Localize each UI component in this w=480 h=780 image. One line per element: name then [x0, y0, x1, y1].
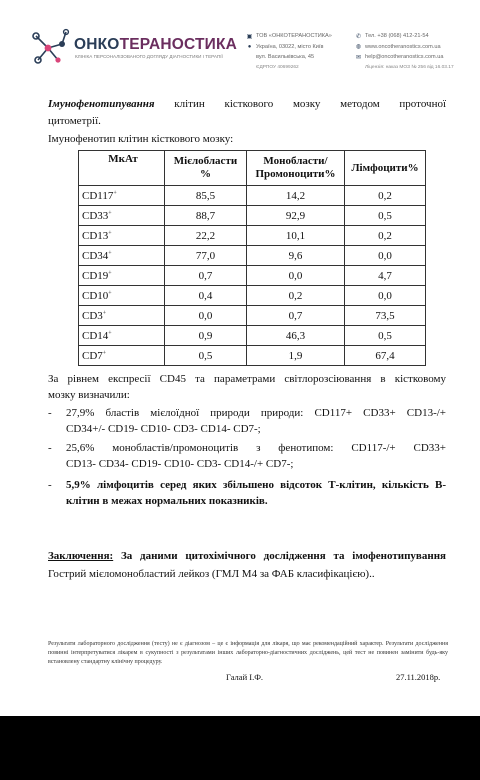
lymphocytes-cell: 4,7 — [345, 266, 426, 286]
findings-intro-line-1: За рівнем експресії CD45 та параметрами світлорозсіювання в кістковому — [48, 373, 446, 385]
marker-cell — [79, 306, 165, 326]
header-contact-column — [355, 31, 454, 72]
marker-sign: + — [113, 189, 117, 196]
table-row — [79, 286, 426, 306]
findings-list-item — [48, 405, 446, 437]
finding-text: 27,9% бластів мієлоїдної природи природи: CD117+ CD33+ CD13-/+ — [66, 407, 446, 419]
phone: Тел. +38 (068) 412-21-54 — [365, 33, 429, 40]
org-name: ТОВ «ОНКОТЕРАНОСТИКА» — [256, 33, 332, 40]
signature: Галай І.Ф. — [226, 672, 264, 682]
conclusion-line-2: Гострий мієломонобластий лейкоз (ГМЛ М4 за ФАБ класифікацією).. — [48, 568, 375, 580]
table-row — [79, 206, 426, 226]
finding-text: 5,9% лімфоцитів серед яких збільшено відсоток Т-клітин, кількість В- — [66, 479, 446, 491]
intro-title-bold: Імунофенотипування — [48, 98, 155, 110]
brand-name-part1: ОНКО — [74, 36, 120, 53]
table-row — [79, 346, 426, 366]
marker-sign: + — [108, 249, 112, 256]
header-mkat: МкАт — [79, 151, 165, 186]
marker-cell — [79, 286, 165, 306]
marker-sign: + — [108, 209, 112, 216]
myeloblasts-cell: 85,5 — [165, 186, 247, 206]
phone-icon: ✆ — [355, 33, 362, 40]
bullet-dash: - — [48, 442, 52, 454]
brand-subtitle: КЛІНІКА ПЕРСОНАЛІЗОВАНОГО ДОГЛЯДУ ДІАГНОСТИКИ І ТЕРАПІЇ — [75, 54, 223, 59]
email-icon: ✉ — [355, 54, 362, 61]
bullet-dash: - — [48, 479, 52, 491]
location-pin-icon: ● — [247, 43, 252, 50]
marker-sign: + — [108, 269, 112, 276]
header-myeloblasts-l1: Мієлобласти — [173, 155, 238, 167]
intro-word: кісткового — [224, 98, 274, 110]
intro-word: мозку — [292, 98, 321, 110]
disclaimer: Результати лабораторного дослідження (тесту) не є діагнозом – це є інформація для лікаря, що має рекомендаційний характер. Результати дослідження повинні інтерпретуватися лікарем в сукупності з результатами інших лабораторно-діагностичних досліджень, цей тест не повинен замінити будь-яку встановлену стандартну клінічну процедуру. — [48, 641, 448, 665]
monoblasts-cell: 0,0 — [247, 266, 345, 286]
monoblasts-cell: 0,2 — [247, 286, 345, 306]
email-link[interactable]: help@oncotheranostics.com.ua — [365, 54, 444, 61]
findings-intro-line-2: мозку визначили: — [48, 389, 130, 401]
header-address-column — [246, 31, 332, 72]
marker-name: CD3 — [82, 309, 103, 322]
header-monoblasts-l2: Промоноцити% — [255, 168, 336, 180]
bullet-dash: - — [48, 407, 52, 419]
marker-sign: + — [108, 329, 112, 336]
finding-text: CD13- CD34- CD19- CD10- CD3- CD14-/+ CD7-; — [66, 458, 294, 470]
conclusion-label: Заключення: — [48, 550, 114, 562]
lymphocytes-cell: 0,5 — [345, 326, 426, 346]
monoblasts-cell: 9,6 — [247, 246, 345, 266]
marker-cell — [79, 246, 165, 266]
email-line — [355, 52, 454, 63]
lymphocytes-cell: 0,2 — [345, 226, 426, 246]
org-name-line — [246, 31, 332, 42]
address-line-1 — [246, 42, 332, 53]
monoblasts-cell: 10,1 — [247, 226, 345, 246]
brand-name-part2: ТЕРАНОСТИКА — [119, 36, 238, 53]
building-icon: ▣ — [246, 33, 253, 40]
marker-name: CD117 — [82, 189, 114, 202]
finding-text: клітин в межах нормальних показників. — [66, 495, 268, 507]
intro-word: клітин — [174, 98, 205, 110]
myeloblasts-cell: 0,7 — [165, 266, 247, 286]
marker-name: CD14 — [82, 329, 109, 342]
molecule-logo-icon — [28, 26, 72, 70]
header-myeloblasts-l2: % — [200, 168, 211, 180]
monoblasts-cell: 0,7 — [247, 306, 345, 326]
table-header-row — [79, 151, 426, 186]
intro-title-line-2: цитометрії. — [48, 115, 101, 127]
table-row — [79, 246, 426, 266]
myeloblasts-cell: 77,0 — [165, 246, 247, 266]
marker-cell — [79, 346, 165, 366]
marker-cell — [79, 186, 165, 206]
header-myeloblasts — [165, 151, 247, 186]
findings-list-item — [48, 477, 446, 509]
license: Ліцензія: наказ МОЗ № 256 від 16.03.17 — [365, 65, 454, 71]
marker-cell — [79, 206, 165, 226]
license-line — [355, 63, 454, 73]
finding-text: CD34+/- CD19- CD10- CD3- CD14- CD7-; — [66, 423, 261, 435]
website-link[interactable]: www.oncotheranostics.com.ua — [365, 43, 441, 50]
header-lymphocytes: Лімфоцити% — [345, 151, 426, 186]
conclusion-text: За даними цитохімічного дослідження та імофенотипування — [120, 550, 446, 562]
lymphocytes-cell: 0,5 — [345, 206, 426, 226]
marker-name: CD13 — [82, 229, 109, 242]
table-row — [79, 326, 426, 346]
address-line-2 — [246, 52, 332, 63]
intro-subtitle: Імунофенотип клітин кісткового мозку: — [48, 133, 234, 145]
brand-name — [74, 36, 237, 54]
table-row — [79, 226, 426, 246]
intro-word: проточної — [399, 98, 447, 110]
myeloblasts-cell: 88,7 — [165, 206, 247, 226]
marker-name: CD10 — [82, 289, 109, 302]
edrpou-line — [246, 63, 332, 73]
monoblasts-cell: 1,9 — [247, 346, 345, 366]
table-row — [79, 266, 426, 286]
marker-name: CD19 — [82, 269, 109, 282]
marker-cell — [79, 326, 165, 346]
marker-name: CD33 — [82, 209, 109, 222]
immunophenotype-table — [78, 150, 426, 366]
lymphocytes-cell: 67,4 — [345, 346, 426, 366]
myeloblasts-cell: 0,9 — [165, 326, 247, 346]
header-monoblasts-l1: Монобласти/ — [263, 155, 328, 167]
marker-sign: + — [102, 309, 107, 316]
marker-sign: + — [102, 349, 107, 356]
intro-word: методом — [340, 98, 380, 110]
header-monoblasts — [247, 151, 345, 186]
intro-title-line — [48, 96, 446, 112]
marker-sign: + — [108, 229, 112, 236]
globe-icon: ◍ — [355, 44, 362, 51]
table-row — [79, 186, 426, 206]
marker-cell — [79, 266, 165, 286]
table-row — [79, 306, 426, 326]
lymphocytes-cell: 0,2 — [345, 186, 426, 206]
edrpou: ЄДРПОУ 40699262 — [256, 65, 299, 71]
monoblasts-cell: 46,3 — [247, 326, 345, 346]
website-line — [355, 42, 454, 53]
marker-sign: + — [108, 289, 112, 296]
marker-name: CD34 — [82, 249, 109, 262]
lymphocytes-cell: 0,0 — [345, 246, 426, 266]
address-2: вул. Васильківська, 45 — [256, 54, 315, 61]
monoblasts-cell: 14,2 — [247, 186, 345, 206]
myeloblasts-cell: 0,5 — [165, 346, 247, 366]
finding-text: 25,6% монобластів/промоноцитів з фенотипом: CD117-/+ CD33+ — [66, 442, 446, 454]
findings-list-item — [48, 440, 446, 472]
conclusion-line-1 — [48, 548, 446, 564]
address-1: Україна, 03022, місто Київ — [256, 43, 324, 50]
monoblasts-cell: 92,9 — [247, 206, 345, 226]
myeloblasts-cell: 22,2 — [165, 226, 247, 246]
marker-name: CD7 — [82, 349, 103, 362]
phone-line — [355, 31, 454, 42]
report-date: 27.11.2018р. — [396, 672, 441, 682]
myeloblasts-cell: 0,0 — [165, 306, 247, 326]
marker-cell — [79, 226, 165, 246]
myeloblasts-cell: 0,4 — [165, 286, 247, 306]
lymphocytes-cell: 0,0 — [345, 286, 426, 306]
lymphocytes-cell: 73,5 — [345, 306, 426, 326]
